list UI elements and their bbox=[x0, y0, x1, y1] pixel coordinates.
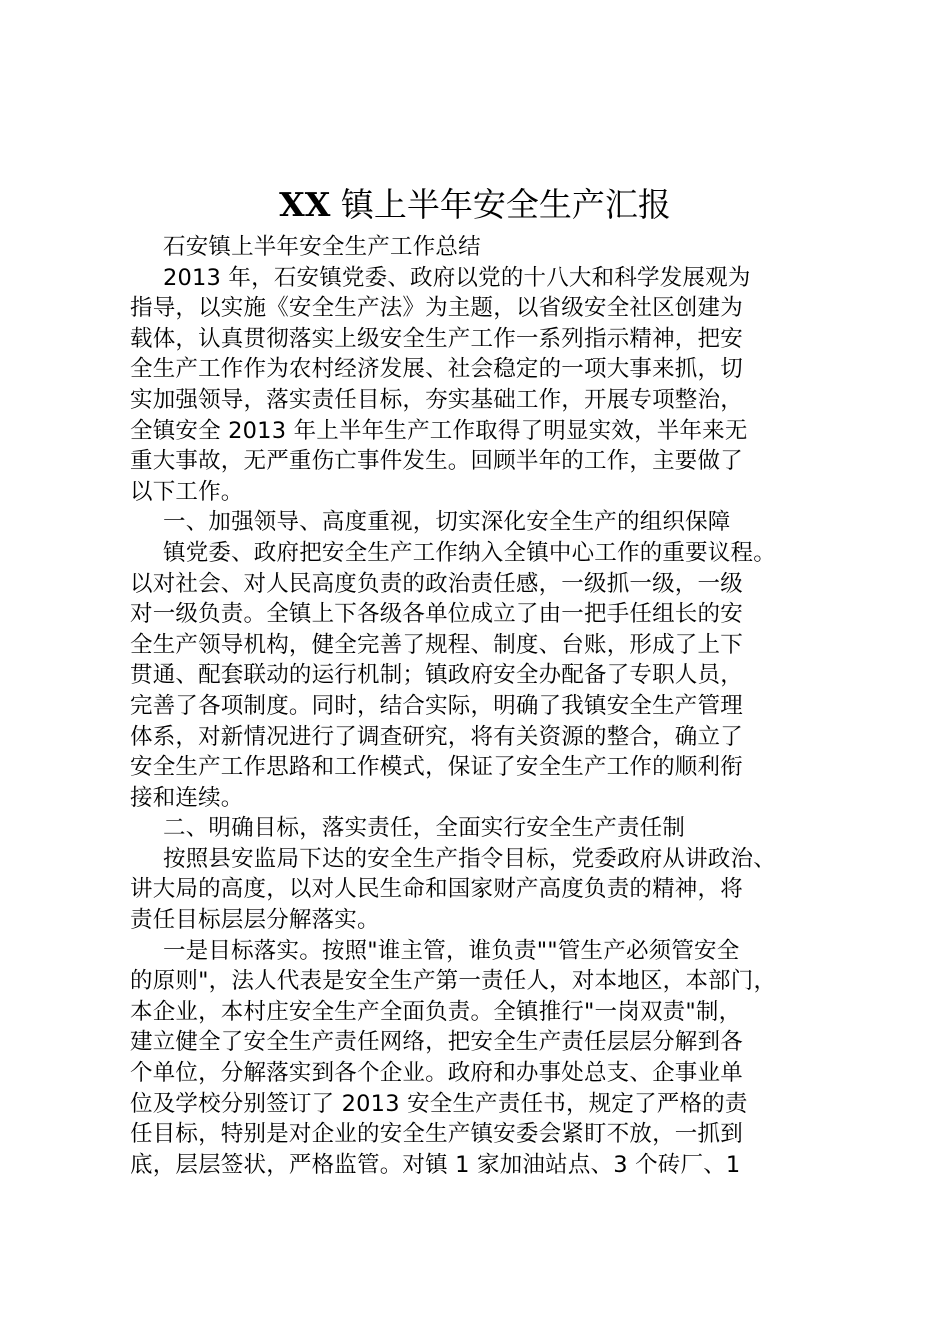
text-line: 一是目标落实。按照"谁主管，谁负责""管生产必须管安全 bbox=[163, 937, 740, 964]
text-line: 全镇安全 2013 年上半年生产工作取得了明显实效，半年来无 bbox=[130, 417, 748, 444]
text-line: 按照县安监局下达的安全生产指令目标，党委政府从讲政治、 bbox=[163, 845, 776, 872]
text-line: 对一级负责。全镇上下各级各单位成立了由一把手任组长的安 bbox=[130, 601, 743, 628]
text-line: 2013 年，石安镇党委、政府以党的十八大和科学发展观为 bbox=[163, 264, 751, 291]
text-line: 二、明确目标，落实责任，全面实行安全生产责任制 bbox=[163, 815, 686, 842]
text-line: 任目标，特别是对企业的安全生产镇安委会紧盯不放，一抓到 bbox=[130, 1121, 743, 1148]
text-line: 安全生产工作思路和工作模式，保证了安全生产工作的顺利衔 bbox=[130, 754, 743, 781]
text-line: 接和连续。 bbox=[130, 784, 244, 811]
document-title-text: 镇上半年安全生产汇报 bbox=[330, 185, 671, 224]
text-line: 本企业，本村庄安全生产全面负责。全镇推行"一岗双责"制， bbox=[130, 998, 742, 1025]
text-line: 贯通、配套联动的运行机制；镇政府安全办配备了专职人员， bbox=[130, 662, 743, 689]
text-line: 位及学校分别签订了 2013 安全生产责任书，规定了严格的责 bbox=[130, 1090, 748, 1117]
text-line: 石安镇上半年安全生产工作总结 bbox=[163, 234, 481, 260]
document-body bbox=[130, 232, 830, 1180]
text-line: 全生产工作作为农村经济发展、社会稳定的一项大事来抓，切 bbox=[130, 356, 743, 383]
text-line: 责任目标层层分解落实。 bbox=[130, 907, 380, 934]
text-line: 的原则"，法人代表是安全生产第一责任人，对本地区，本部门， bbox=[130, 968, 777, 995]
text-line: 体系，对新情况进行了调查研究，将有关资源的整合，确立了 bbox=[130, 723, 743, 750]
text-line: 完善了各项制度。同时，结合实际，明确了我镇安全生产管理 bbox=[130, 692, 743, 719]
text-line: 实加强领导，落实责任目标，夯实基础工作，开展专项整治， bbox=[130, 386, 743, 413]
text-line: 底，层层签状，严格监管。对镇 1 家加油站点、3 个砖厂、1 bbox=[130, 1151, 741, 1178]
text-line: 镇党委、政府把安全生产工作纳入全镇中心工作的重要议程。 bbox=[163, 539, 776, 566]
text-line: 以下工作。 bbox=[130, 478, 244, 505]
text-line: 指导，以实施《安全生产法》为主题，以省级安全社区创建为 bbox=[130, 295, 743, 322]
text-line: 全生产领导机构，健全完善了规程、制度、台账，形成了上下 bbox=[130, 631, 743, 658]
document-title-prefix: XX bbox=[279, 185, 331, 224]
text-line: 载体，认真贯彻落实上级安全生产工作一系列指示精神，把安 bbox=[130, 325, 743, 352]
text-line: 以对社会、对人民高度负责的政治责任感，一级抓一级，一级 bbox=[130, 570, 743, 597]
text-line: 重大事故，无严重伤亡事件发生。回顾半年的工作，主要做了 bbox=[130, 448, 743, 475]
text-line: 个单位，分解落实到各个企业。政府和办事处总支、企事业单 bbox=[130, 1060, 743, 1087]
text-line: 建立健全了安全生产责任网络，把安全生产责任层层分解到各 bbox=[130, 1029, 743, 1056]
text-line: 一、加强领导、高度重视，切实深化安全生产的组织保障 bbox=[163, 509, 731, 536]
text-line: 讲大局的高度，以对人民生命和国家财产高度负责的精神，将 bbox=[130, 876, 743, 903]
document-title bbox=[0, 183, 950, 227]
